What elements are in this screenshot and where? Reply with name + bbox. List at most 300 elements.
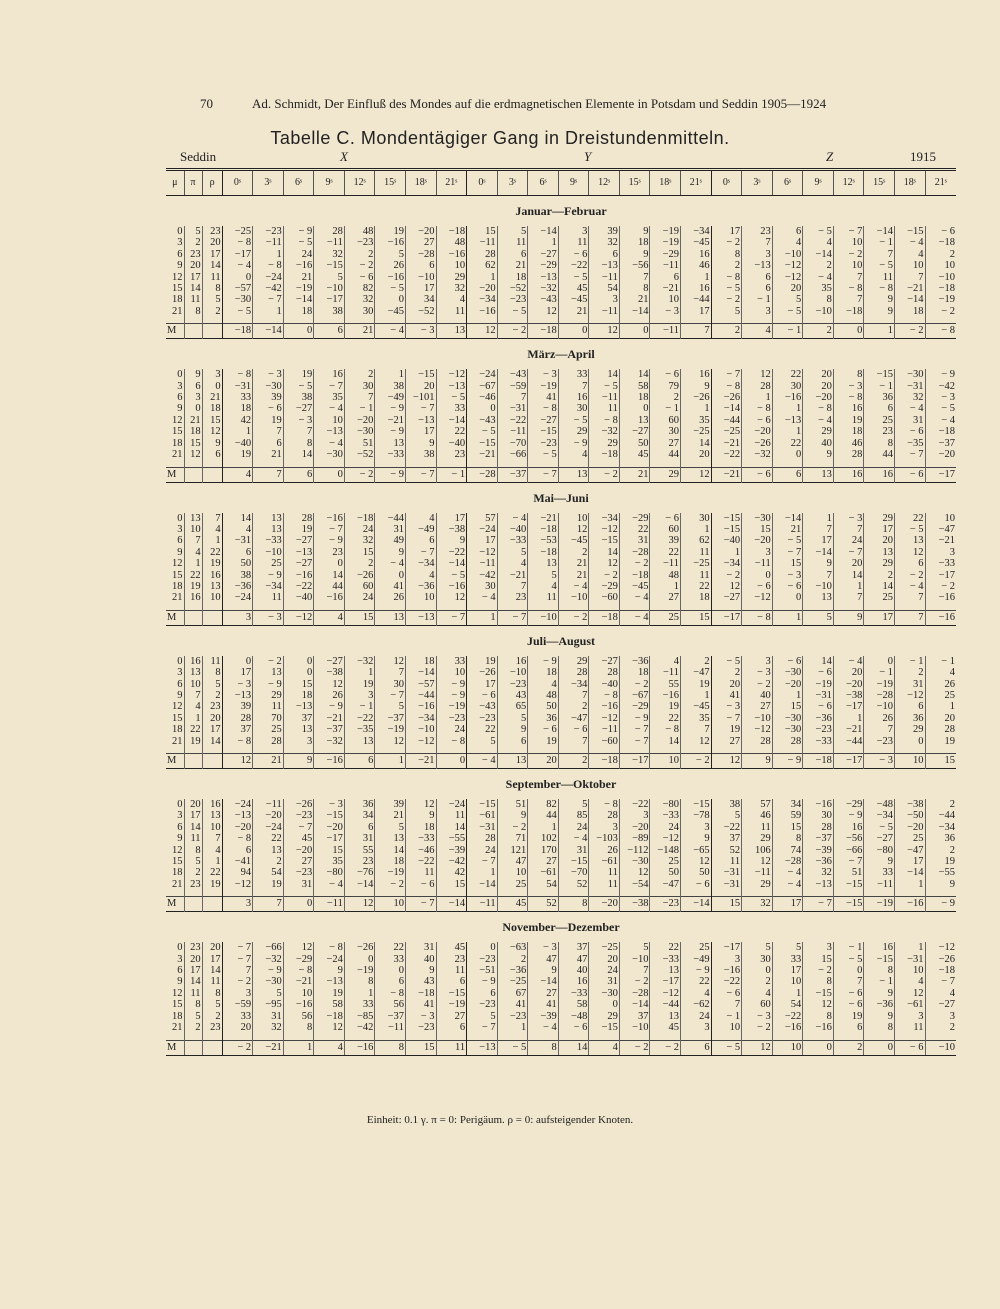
table-cell: 31 bbox=[405, 942, 436, 953]
table-cell: 41 bbox=[497, 999, 528, 1010]
table-cell: − 2 bbox=[894, 570, 925, 581]
table-cell: −22 bbox=[711, 976, 742, 987]
table-row bbox=[166, 1011, 956, 1022]
table-cell: 6 bbox=[742, 272, 773, 283]
table-cell: 7 bbox=[375, 667, 406, 678]
table-cell: 22 bbox=[436, 426, 467, 437]
table-cell: −19 bbox=[375, 724, 406, 735]
table-cell: −17 bbox=[938, 569, 955, 581]
table-cell: − 8 bbox=[589, 799, 620, 810]
column-header: π bbox=[184, 170, 202, 196]
table-cell: −55 bbox=[436, 833, 467, 844]
table-cell: − 2 bbox=[711, 294, 742, 305]
table-cell: 21 bbox=[375, 810, 406, 821]
table-cell: 23 bbox=[436, 954, 467, 965]
table-cell: 52 bbox=[528, 897, 559, 912]
table-cell: − 5 bbox=[558, 272, 589, 283]
table-cell: 10 bbox=[772, 1040, 803, 1055]
table-cell: 13 bbox=[497, 754, 528, 769]
table-cell: 12 bbox=[184, 449, 202, 460]
table-cell: 1 bbox=[650, 581, 681, 592]
table-cell: 0 bbox=[166, 942, 184, 953]
table-cell: 38 bbox=[283, 392, 314, 403]
table-cell: −10 bbox=[772, 249, 803, 260]
table-cell: − 1 bbox=[742, 294, 773, 305]
table-cell: −22 bbox=[558, 260, 589, 271]
table-cell: − 7 bbox=[314, 381, 345, 392]
table-cell: −19 bbox=[803, 679, 834, 690]
table-cell: 6 bbox=[681, 1040, 712, 1055]
table-cell: 12 bbox=[681, 467, 712, 482]
table-cell: −20 bbox=[742, 535, 773, 546]
table-cell: 4 bbox=[314, 1040, 345, 1055]
table-cell: − 9 bbox=[833, 810, 864, 821]
table-cell: 36 bbox=[344, 799, 375, 810]
table-cell: 4 bbox=[949, 987, 955, 999]
table-cell: −14 bbox=[894, 294, 925, 305]
table-cell: − 2 bbox=[589, 467, 620, 482]
table-cell: −17 bbox=[833, 754, 864, 769]
table-cell: −31 bbox=[894, 381, 925, 392]
table-cell: −44 bbox=[938, 810, 955, 822]
table-cell: 9 bbox=[833, 610, 864, 625]
table-cell: 17 bbox=[184, 965, 202, 976]
table-cell: 23 bbox=[314, 547, 345, 558]
table-cell: 19 bbox=[184, 736, 202, 747]
table-cell: − 2 bbox=[711, 570, 742, 581]
table-cell: −35 bbox=[894, 438, 925, 449]
table-cell bbox=[202, 610, 222, 625]
table-cell: −65 bbox=[681, 845, 712, 856]
table-cell: −38 bbox=[314, 667, 345, 678]
table-cell: 62 bbox=[681, 535, 712, 546]
table-cell: 4 bbox=[803, 237, 834, 248]
table-cell: −24 bbox=[222, 799, 253, 810]
table-cell: −27 bbox=[528, 249, 559, 260]
table-cell: 0 bbox=[184, 403, 202, 414]
table-cell: 9 bbox=[166, 547, 184, 558]
table-cell: 9 bbox=[405, 438, 436, 449]
table-cell: 2 bbox=[344, 558, 375, 569]
table-cell: −44 bbox=[833, 736, 864, 747]
table-cell: 17 bbox=[803, 535, 834, 546]
table-cell: 19 bbox=[253, 879, 284, 890]
table-cell: 12 bbox=[314, 679, 345, 690]
component-x-label: X bbox=[340, 149, 348, 164]
table-cell: 7 bbox=[558, 736, 589, 747]
table-cell: 58 bbox=[558, 999, 589, 1010]
table-cell: 13 bbox=[344, 736, 375, 747]
table-cell: 12 bbox=[222, 754, 253, 769]
table-cell: −18 bbox=[938, 965, 955, 977]
table-cell: 20 bbox=[202, 713, 222, 724]
table-cell: −27 bbox=[283, 535, 314, 546]
table-cell: − 9 bbox=[253, 570, 284, 581]
column-header: 15ˢ bbox=[864, 170, 895, 196]
table-cell: −95 bbox=[253, 999, 284, 1010]
table-cell: 25 bbox=[681, 942, 712, 953]
table-cell: 19 bbox=[681, 679, 712, 690]
table-cell: −23 bbox=[467, 954, 498, 965]
table-cell: −11 bbox=[742, 867, 773, 878]
table-cell: 28 bbox=[222, 713, 253, 724]
table-cell: −16 bbox=[283, 260, 314, 271]
table-cell: −34 bbox=[558, 679, 589, 690]
table-cell: 11 bbox=[589, 867, 620, 878]
table-cell: − 7 bbox=[941, 976, 955, 988]
table-cell: −48 bbox=[558, 1011, 589, 1022]
table-cell: 21 bbox=[166, 449, 184, 460]
table-cell: −15 bbox=[314, 810, 345, 821]
table-cell: 1 bbox=[344, 988, 375, 999]
table-cell: − 9 bbox=[253, 679, 284, 690]
table-cell: 40 bbox=[558, 965, 589, 976]
table-cell: 4 bbox=[222, 524, 253, 535]
table-cell: 7 bbox=[681, 324, 712, 339]
table-cell: 1 bbox=[711, 547, 742, 558]
table-cell: − 1 bbox=[711, 1011, 742, 1022]
table-cell: − 7 bbox=[833, 226, 864, 237]
table-cell: − 8 bbox=[833, 283, 864, 294]
table-cell: 1 bbox=[772, 610, 803, 625]
table-cell: 2 bbox=[184, 237, 202, 248]
table-cell: 19 bbox=[283, 369, 314, 380]
table-cell: −39 bbox=[436, 845, 467, 856]
table-cell: −12 bbox=[405, 736, 436, 747]
table-cell: − 4 bbox=[803, 415, 834, 426]
table-cell: 14 bbox=[619, 369, 650, 380]
table-cell: −85 bbox=[344, 1011, 375, 1022]
table-cell: 14 bbox=[202, 736, 222, 747]
table-cell bbox=[184, 897, 202, 912]
table-cell: 14 bbox=[589, 547, 620, 558]
table-cell: 2 bbox=[184, 1022, 202, 1033]
table-cell: 18 bbox=[375, 856, 406, 867]
table-row bbox=[166, 306, 956, 317]
table-row bbox=[166, 810, 956, 821]
table-cell: 23 bbox=[864, 426, 895, 437]
table-cell: 15 bbox=[166, 570, 184, 581]
table-cell: 9 bbox=[864, 294, 895, 305]
table-cell: − 6 bbox=[711, 988, 742, 999]
table-cell: 10 bbox=[894, 965, 925, 976]
table-cell: −15 bbox=[436, 988, 467, 999]
table-cell: 6 bbox=[283, 467, 314, 482]
table-cell: 3 bbox=[711, 954, 742, 965]
table-cell: −31 bbox=[467, 822, 498, 833]
table-cell: − 9 bbox=[941, 369, 955, 381]
table-cell bbox=[202, 754, 222, 769]
table-cell bbox=[202, 1040, 222, 1055]
table-cell: − 5 bbox=[436, 392, 467, 403]
table-cell: 4 bbox=[772, 237, 803, 248]
table-cell: 19 bbox=[283, 524, 314, 535]
table-cell: 33 bbox=[772, 954, 803, 965]
table-cell: −30 bbox=[344, 426, 375, 437]
table-cell: 3 bbox=[742, 656, 773, 667]
table-cell: −26 bbox=[467, 667, 498, 678]
table-cell: −34 bbox=[864, 810, 895, 821]
column-header: 6ˢ bbox=[283, 170, 314, 196]
table-cell: 34 bbox=[405, 294, 436, 305]
table-cell: −15 bbox=[467, 799, 498, 810]
table-row bbox=[166, 381, 956, 392]
table-row bbox=[166, 592, 956, 603]
table-cell: −46 bbox=[467, 392, 498, 403]
table-cell: −12 bbox=[589, 713, 620, 724]
table-cell: − 4 bbox=[833, 656, 864, 667]
table-cell: −148 bbox=[650, 845, 681, 856]
table-cell: 59 bbox=[772, 810, 803, 821]
table-cell: −21 bbox=[253, 1040, 284, 1055]
table-cell: 13 bbox=[864, 547, 895, 558]
table-cell: −14 bbox=[681, 897, 712, 912]
table-cell: 2 bbox=[681, 656, 712, 667]
table-cell: −11 bbox=[467, 237, 498, 248]
table-cell: − 2 bbox=[941, 305, 955, 317]
table-cell: 27 bbox=[650, 438, 681, 449]
table-cell: 14 bbox=[375, 845, 406, 856]
table-cell: 31 bbox=[558, 845, 589, 856]
table-cell: 10 bbox=[650, 754, 681, 769]
table-cell: 12 bbox=[742, 369, 773, 380]
table-cell: −16 bbox=[375, 237, 406, 248]
table-cell: 3 bbox=[589, 294, 620, 305]
table-cell: 0 bbox=[772, 592, 803, 603]
table-cell: −31 bbox=[222, 535, 253, 546]
table-cell: − 6 bbox=[833, 999, 864, 1010]
table-cell: 121 bbox=[497, 845, 528, 856]
table-cell: 62 bbox=[467, 260, 498, 271]
table-cell: 11 bbox=[202, 976, 222, 987]
table-cell: 2 bbox=[949, 1022, 955, 1034]
table-cell: 20 bbox=[944, 712, 955, 724]
table-cell: 22 bbox=[772, 369, 803, 380]
table-cell: − 9 bbox=[253, 965, 284, 976]
table-cell: −13 bbox=[222, 810, 253, 821]
table-cell: −39 bbox=[528, 1011, 559, 1022]
table-cell: −15 bbox=[864, 954, 895, 965]
table-cell: 25 bbox=[497, 879, 528, 890]
table-cell: −11 bbox=[497, 426, 528, 437]
table-cell: −21 bbox=[405, 754, 436, 769]
table-cell: −19 bbox=[528, 381, 559, 392]
table-cell: 7 bbox=[202, 833, 222, 844]
table-cell: 14 bbox=[864, 581, 895, 592]
table-cell: −15 bbox=[467, 438, 498, 449]
column-header: 3ˢ bbox=[497, 170, 528, 196]
table-cell: 18 bbox=[166, 581, 184, 592]
table-cell: 14 bbox=[681, 438, 712, 449]
table-cell: −20 bbox=[619, 822, 650, 833]
table-cell: 12 bbox=[589, 558, 620, 569]
table-cell: 11 bbox=[184, 988, 202, 999]
table-cell: 32 bbox=[344, 294, 375, 305]
table-cell: −10 bbox=[497, 667, 528, 678]
table-cell: −11 bbox=[589, 306, 620, 317]
table-cell: 6 bbox=[375, 976, 406, 987]
table-cell: 9 bbox=[497, 810, 528, 821]
table-cell: −14 bbox=[528, 226, 559, 237]
table-cell: −43 bbox=[497, 369, 528, 380]
table-cell: 8 bbox=[864, 965, 895, 976]
table-cell: 9 bbox=[283, 754, 314, 769]
table-cell: − 3 bbox=[650, 306, 681, 317]
table-cell: 28 bbox=[558, 667, 589, 678]
table-cell: 26 bbox=[314, 690, 345, 701]
table-cell: 29 bbox=[864, 513, 895, 524]
table-cell: − 2 bbox=[941, 580, 955, 592]
table-cell: 13 bbox=[894, 535, 925, 546]
table-row bbox=[166, 438, 956, 449]
table-cell: 40 bbox=[803, 438, 834, 449]
section-heading-row bbox=[166, 625, 956, 656]
table-cell: 4 bbox=[405, 570, 436, 581]
table-cell: 21 bbox=[166, 1022, 184, 1033]
table-cell: 19 bbox=[944, 735, 955, 747]
table-cell: − 5 bbox=[711, 1040, 742, 1055]
column-header: 15ˢ bbox=[619, 170, 650, 196]
table-cell: 21 bbox=[558, 306, 589, 317]
table-cell: 12 bbox=[166, 558, 184, 569]
table-cell: 29 bbox=[589, 438, 620, 449]
table-cell: 17 bbox=[184, 810, 202, 821]
table-cell: − 1 bbox=[650, 403, 681, 414]
table-cell: 12 bbox=[589, 324, 620, 339]
table-cell: −21 bbox=[497, 570, 528, 581]
table-cell: 19 bbox=[314, 988, 345, 999]
table-cell: 51 bbox=[344, 438, 375, 449]
table-cell: −11 bbox=[650, 558, 681, 569]
table-cell: − 6 bbox=[772, 656, 803, 667]
column-header: 9ˢ bbox=[314, 170, 345, 196]
table-cell: 21 bbox=[253, 754, 284, 769]
table-cell: −10 bbox=[619, 954, 650, 965]
table-cell: 6 bbox=[589, 249, 620, 260]
table-cell: 106 bbox=[742, 845, 773, 856]
table-row bbox=[166, 690, 956, 701]
table-cell: 3 bbox=[803, 942, 834, 953]
table-row bbox=[166, 524, 956, 535]
table-cell: − 7 bbox=[253, 294, 284, 305]
table-cell: 16 bbox=[864, 942, 895, 953]
table-cell: −21 bbox=[833, 724, 864, 735]
table-cell: 6 bbox=[166, 249, 184, 260]
table-cell: 3 bbox=[589, 822, 620, 833]
table-cell: 1 bbox=[253, 306, 284, 317]
table-cell: − 2 bbox=[711, 237, 742, 248]
table-cell: 11 bbox=[405, 867, 436, 878]
table-cell: 8 bbox=[619, 283, 650, 294]
table-cell: 35 bbox=[803, 283, 834, 294]
table-row bbox=[166, 679, 956, 690]
table-cell: 7 bbox=[619, 965, 650, 976]
table-cell: 15 bbox=[184, 438, 202, 449]
table-cell: 8 bbox=[833, 369, 864, 380]
page-number: 70 bbox=[200, 96, 213, 111]
table-cell: −25 bbox=[589, 942, 620, 953]
table-cell: 28 bbox=[589, 667, 620, 678]
table-cell: M bbox=[166, 1040, 184, 1055]
table-cell: 19 bbox=[833, 1011, 864, 1022]
table-row bbox=[166, 656, 956, 667]
table-cell: 14 bbox=[184, 822, 202, 833]
table-cell: 28 bbox=[283, 513, 314, 524]
table-cell: 9 bbox=[803, 558, 834, 569]
table-cell: − 7 bbox=[619, 724, 650, 735]
table-cell: − 6 bbox=[941, 226, 955, 237]
table-cell: − 3 bbox=[833, 513, 864, 524]
table-cell: 1 bbox=[184, 558, 202, 569]
table-cell: − 4 bbox=[375, 324, 406, 339]
table-cell: 10 bbox=[497, 867, 528, 878]
section-title: Mai—Juni bbox=[166, 482, 956, 513]
table-cell: −35 bbox=[344, 724, 375, 735]
table-cell: 48 bbox=[436, 237, 467, 248]
section-title: November—Dezember bbox=[166, 912, 956, 943]
table-cell: 82 bbox=[344, 283, 375, 294]
table-cell: 22 bbox=[202, 547, 222, 558]
table-cell: 13 bbox=[528, 558, 559, 569]
table-cell: 7 bbox=[803, 570, 834, 581]
table-cell: 1 bbox=[949, 701, 955, 713]
table-cell: −22 bbox=[283, 581, 314, 592]
table-cell: −15 bbox=[803, 988, 834, 999]
table-cell: 45 bbox=[558, 283, 589, 294]
table-cell: 11 bbox=[253, 592, 284, 603]
table-cell: 1 bbox=[253, 249, 284, 260]
table-cell: − 6 bbox=[558, 249, 589, 260]
table-cell: 15 bbox=[436, 879, 467, 890]
table-cell: 0 bbox=[742, 570, 773, 581]
table-cell: −38 bbox=[436, 524, 467, 535]
table-cell: 25 bbox=[253, 724, 284, 735]
table-cell: − 2 bbox=[833, 249, 864, 260]
table-cell: 10 bbox=[283, 988, 314, 999]
table-cell: −18 bbox=[938, 237, 955, 249]
table-cell: 11 bbox=[202, 656, 222, 667]
table-cell: 14 bbox=[222, 513, 253, 524]
table-cell: − 5 bbox=[375, 283, 406, 294]
table-cell: 20 bbox=[681, 449, 712, 460]
table-cell: 18 bbox=[283, 690, 314, 701]
table-cell: −10 bbox=[742, 713, 773, 724]
table-cell: −11 bbox=[650, 324, 681, 339]
table-cell: 22 bbox=[202, 867, 222, 878]
table-cell: 44 bbox=[314, 581, 345, 592]
table-cell: 11 bbox=[742, 822, 773, 833]
table-cell: −15 bbox=[833, 897, 864, 912]
table-cell: −80 bbox=[650, 799, 681, 810]
column-header: 9ˢ bbox=[803, 170, 834, 196]
table-cell: −32 bbox=[528, 283, 559, 294]
table-cell: 1 bbox=[681, 690, 712, 701]
table-cell: 8 bbox=[803, 976, 834, 987]
table-cell: 33 bbox=[344, 999, 375, 1010]
table-subheader bbox=[166, 149, 956, 169]
table-cell: 56 bbox=[283, 1011, 314, 1022]
table-cell: 42 bbox=[436, 867, 467, 878]
table-cell: −59 bbox=[497, 381, 528, 392]
table-cell: 5 bbox=[375, 249, 406, 260]
table-cell: − 4 bbox=[772, 879, 803, 890]
table-cell: − 2 bbox=[803, 965, 834, 976]
table-cell: −24 bbox=[436, 799, 467, 810]
table-cell: 45 bbox=[497, 897, 528, 912]
table-cell: −42 bbox=[253, 283, 284, 294]
table-cell: −16 bbox=[436, 581, 467, 592]
table-cell: − 5 bbox=[528, 449, 559, 460]
